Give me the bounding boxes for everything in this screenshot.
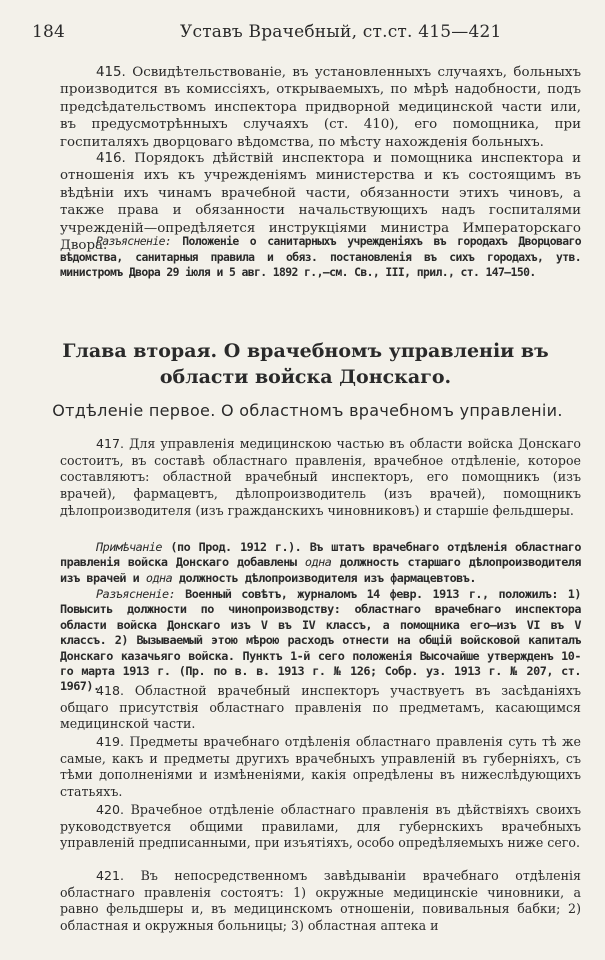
article-text: Областной врачебный инспекторъ участвуетъ въ засѣданіяхъ общаго присутствія областнаго правленія по предметамъ, касающимся медицинской части.	[60, 683, 581, 732]
article-418	[60, 683, 581, 733]
note-label: Примѣчаніе	[96, 540, 163, 554]
article-number: 421.	[96, 868, 125, 883]
note-text: Положеніе о санитарныхъ учрежденіяхъ въ городахъ Дворцоваго вѣдомства, санитарныя правила и обяз. постановленія въ сихъ городахъ, утв. министромъ Двора 29 іюля и 5 авг. 1892 г.,—см. Св., III, прил., ст. 147—150.	[60, 234, 581, 280]
article-number: 418.	[96, 683, 125, 698]
article-number: 417.	[96, 436, 125, 451]
note-417-b	[60, 587, 581, 695]
article-419	[60, 734, 581, 801]
page-number: 184	[32, 22, 66, 42]
article-text: Врачебное отдѣленіе областнаго правленія въ дѣйствіяхъ своихъ руководствуется общими правилами, для губернскихъ врачебныхъ управленій предписанными, при изъятіяхъ, особо опредѣляемыхъ ниже сего.	[60, 802, 581, 851]
article-number: 416.	[96, 151, 126, 166]
article-text: Для управленія медицинскою частью въ области войска Донскаго состоитъ, въ составѣ областнаго правленія, врачебное отдѣленіе, которое составляютъ: областной врачебный инспекторъ, его помощникъ (изъ врачей), фармацевтъ, дѣлопроизводитель (изъ врачей), помощникъ дѣлопроизводителя (изъ гражданскихъ чиновниковъ) и старшіе фельдшеры.	[60, 436, 581, 518]
note-417-a	[60, 540, 581, 586]
page-header	[32, 22, 573, 46]
note-text: должность старшаго дѣлопроизводителя изъ врачей и	[60, 555, 581, 585]
article-417	[60, 436, 581, 520]
article-text: Порядокъ дѣйствій инспектора и помощника инспектора и отношенія ихъ къ учрежденіямъ министерства и къ состоящимъ въ вѣдѣніи ихъ чинамъ врачебной части, обязанности этихъ чиновъ, а также права и обязанности начальствующихъ надъ госпиталями учрежденій—опредѣляется инструкціями министра Императорскаго Двора.	[60, 151, 581, 254]
note-text: (по Прод. 1912 г.). Въ штатъ врачебнаго отдѣленія областнаго правленія войска Донскаго добавлены	[60, 540, 581, 570]
article-text: Освидѣтельствованіе, въ установленныхъ случаяхъ, больныхъ производится въ комиссіяхъ, открываемыхъ, по мѣрѣ надобности, подъ предсѣдательствомъ инспектора придворной медицинской части или, въ предусмотрѣнныхъ случаяхъ (ст. 410), его помощника, при госпиталяхъ дворцоваго вѣдомства, по мѣсту нахожденія больныхъ.	[60, 65, 581, 150]
article-number: 415.	[96, 65, 126, 80]
section-heading	[40, 400, 575, 422]
note-text: Военный совѣтъ, журналомъ 14 февр. 1913 г., положилъ: 1) Повысить должности по чинопроизводству: областнаго врачебнаго инспектора области войска Донскаго изъ V въ IV классъ, а помощника его—изъ VI въ V классъ. 2) Вызываемый этою мѣрою расходъ отнести на общій войсковой капиталъ Донскаго казачьяго войска. Пунктъ 1-й сего положенія Высочайше утвержденъ 10-го марта 1913 г. (Пр. по в. в. 1913 г. № 126; Собр. уз. 1913 г. № 207, ст. 1967).	[60, 587, 581, 694]
note-emphasis: одна	[145, 570, 173, 585]
article-text: Предметы врачебнаго отдѣленія областнаго правленія суть тѣ же самые, какъ и предметы другихъ врачебныхъ управленій въ губерніяхъ, съ тѣми дополненіями и измѣненіями, какія опредѣлены въ нижеслѣдующихъ статьяхъ.	[60, 734, 581, 800]
section-title: Отдѣленіе первое. О областномъ врачебномъ управленіи.	[52, 401, 563, 420]
running-title: Уставъ Врачебный, ст.ст. 415—421	[180, 22, 502, 42]
article-number: 420.	[96, 802, 125, 817]
note-416	[60, 234, 581, 281]
note-emphasis: одна	[304, 555, 332, 570]
chapter-title: Глава вторая. О врачебномъ управленіи въ области войска Донскаго.	[62, 340, 549, 388]
article-421	[60, 868, 581, 935]
note-text: должность дѣлопроизводителя изъ фармацевтовъ.	[172, 570, 476, 585]
chapter-heading	[50, 338, 561, 390]
article-420	[60, 802, 581, 852]
note-label: Разъясненіе:	[96, 234, 172, 248]
article-text: Въ непосредственномъ завѣдываніи врачебнаго отдѣленія областнаго правленія состоятъ: 1) окружные медицинскіе чиновники, а равно фельдшеры и, въ медицинскомъ отношеніи, повивальныя бабки; 2) областная и окружныя больницы; 3) областная аптека и	[60, 868, 581, 934]
note-label: Разъясненіе:	[96, 587, 176, 601]
article-415	[60, 64, 581, 151]
article-number: 419.	[96, 734, 125, 749]
